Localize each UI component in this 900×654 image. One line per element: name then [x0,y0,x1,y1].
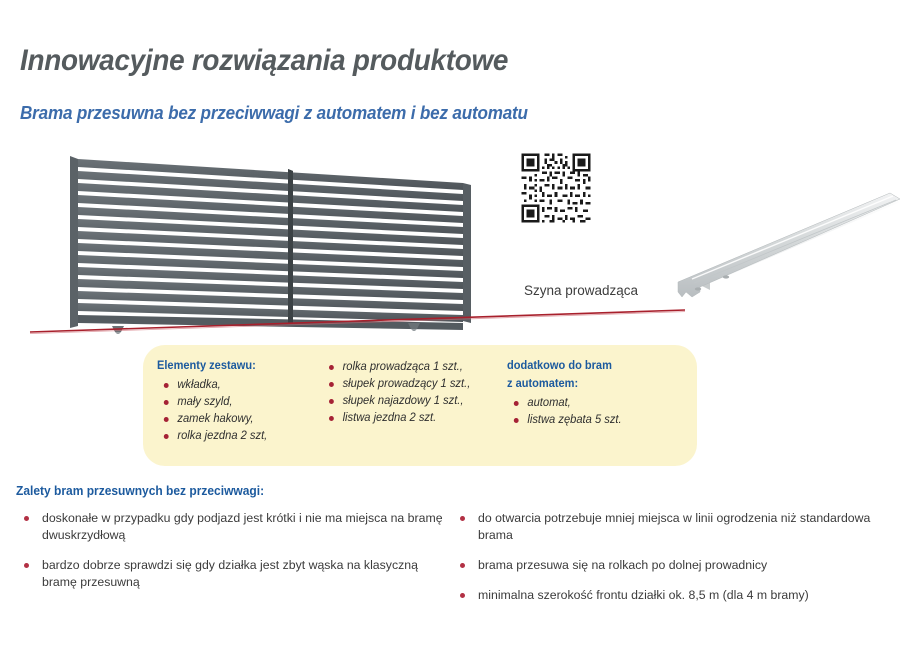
bullet-dot-icon [329,382,334,387]
advantage-item [16,510,456,544]
kit-column-2 [329,359,489,427]
kit-item [157,428,322,445]
advantage-item [452,587,892,604]
qr-code[interactable] [519,151,593,225]
advantage-item [452,510,892,544]
bullet-dot-icon [24,563,29,568]
advantages-heading: Zalety bram przesuwnych bez przeciwwagi: [16,484,265,498]
gate-panel [70,156,471,334]
bullet-dot-icon [514,401,519,406]
bullet-dot-icon [329,416,334,421]
advantage-text: minimalna szerokość frontu działki ok. 8,5 m (dla 4 m bramy) [478,588,809,602]
kit-column-3 [507,359,692,429]
bullet-dot-icon [329,365,334,370]
kit-item-label: zamek hakowy, [177,413,254,425]
kit-item-label: słupek prowadzący 1 szt., [342,378,471,390]
kit-item [329,410,484,427]
bullet-dot-icon [164,434,169,439]
page-subtitle: Brama przesuwna bez przeciwwagi z automatem i bez automatu [20,103,528,123]
product-illustration [0,140,900,345]
bullet-dot-icon [164,417,169,422]
advantage-text: brama przesuwa się na rolkach po dolnej prowadnicy [478,558,768,572]
advantage-text: bardzo dobrze sprawdzi się gdy działka jest zbyt wąska na klasyczną bramę przesuwną [42,558,418,589]
kit-item-label: rolka prowadząca 1 szt., [342,361,463,373]
kit-column-1 [157,359,327,445]
bullet-dot-icon [460,563,465,568]
advantages-column-left [16,510,456,604]
kit-column-3-heading-line2: z automatem: [507,378,579,390]
guide-rail-profile [678,193,900,297]
kit-item-label: wkładka, [177,379,221,391]
kit-item [507,395,686,412]
kit-item [329,376,484,393]
bullet-dot-icon [329,399,334,404]
bullet-dot-icon [460,593,465,598]
kit-item [157,394,322,411]
bullet-dot-icon [164,400,169,405]
rail-label: Szyna prowadząca [524,283,639,298]
bullet-dot-icon [164,383,169,388]
kit-column-1-heading: Elementy zestawu: [157,360,256,372]
bullet-dot-icon [24,516,29,521]
advantages-column-right [452,510,892,617]
kit-item-label: listwa jezdna 2 szt. [342,412,437,424]
advantage-text: do otwarcia potrzebuje mniej miejsca w linii ogrodzenia niż standardowa brama [478,511,871,542]
advantage-item [16,557,456,591]
kit-column-3-heading-line1: dodatkowo do bram [507,360,612,372]
kit-item [329,393,484,410]
kit-item [157,377,322,394]
kit-item [329,359,484,376]
advantage-text: doskonałe w przypadku gdy podjazd jest krótki i nie ma miejsca na bramę dwuskrzydłową [42,511,443,542]
bullet-dot-icon [514,418,519,423]
bullet-dot-icon [460,516,465,521]
kit-contents-box [143,345,697,466]
kit-item [157,411,322,428]
kit-item-label: słupek najazdowy 1 szt., [342,395,464,407]
kit-item-label: listwa zębata 5 szt. [527,414,622,426]
kit-item-label: automat, [527,397,571,409]
kit-item-label: mały szyld, [177,396,233,408]
kit-item-label: rolka jezdna 2 szt, [177,430,268,442]
kit-item [507,412,686,429]
page-title: Innowacyjne rozwiązania produktowe [20,44,509,77]
advantage-item [452,557,892,574]
